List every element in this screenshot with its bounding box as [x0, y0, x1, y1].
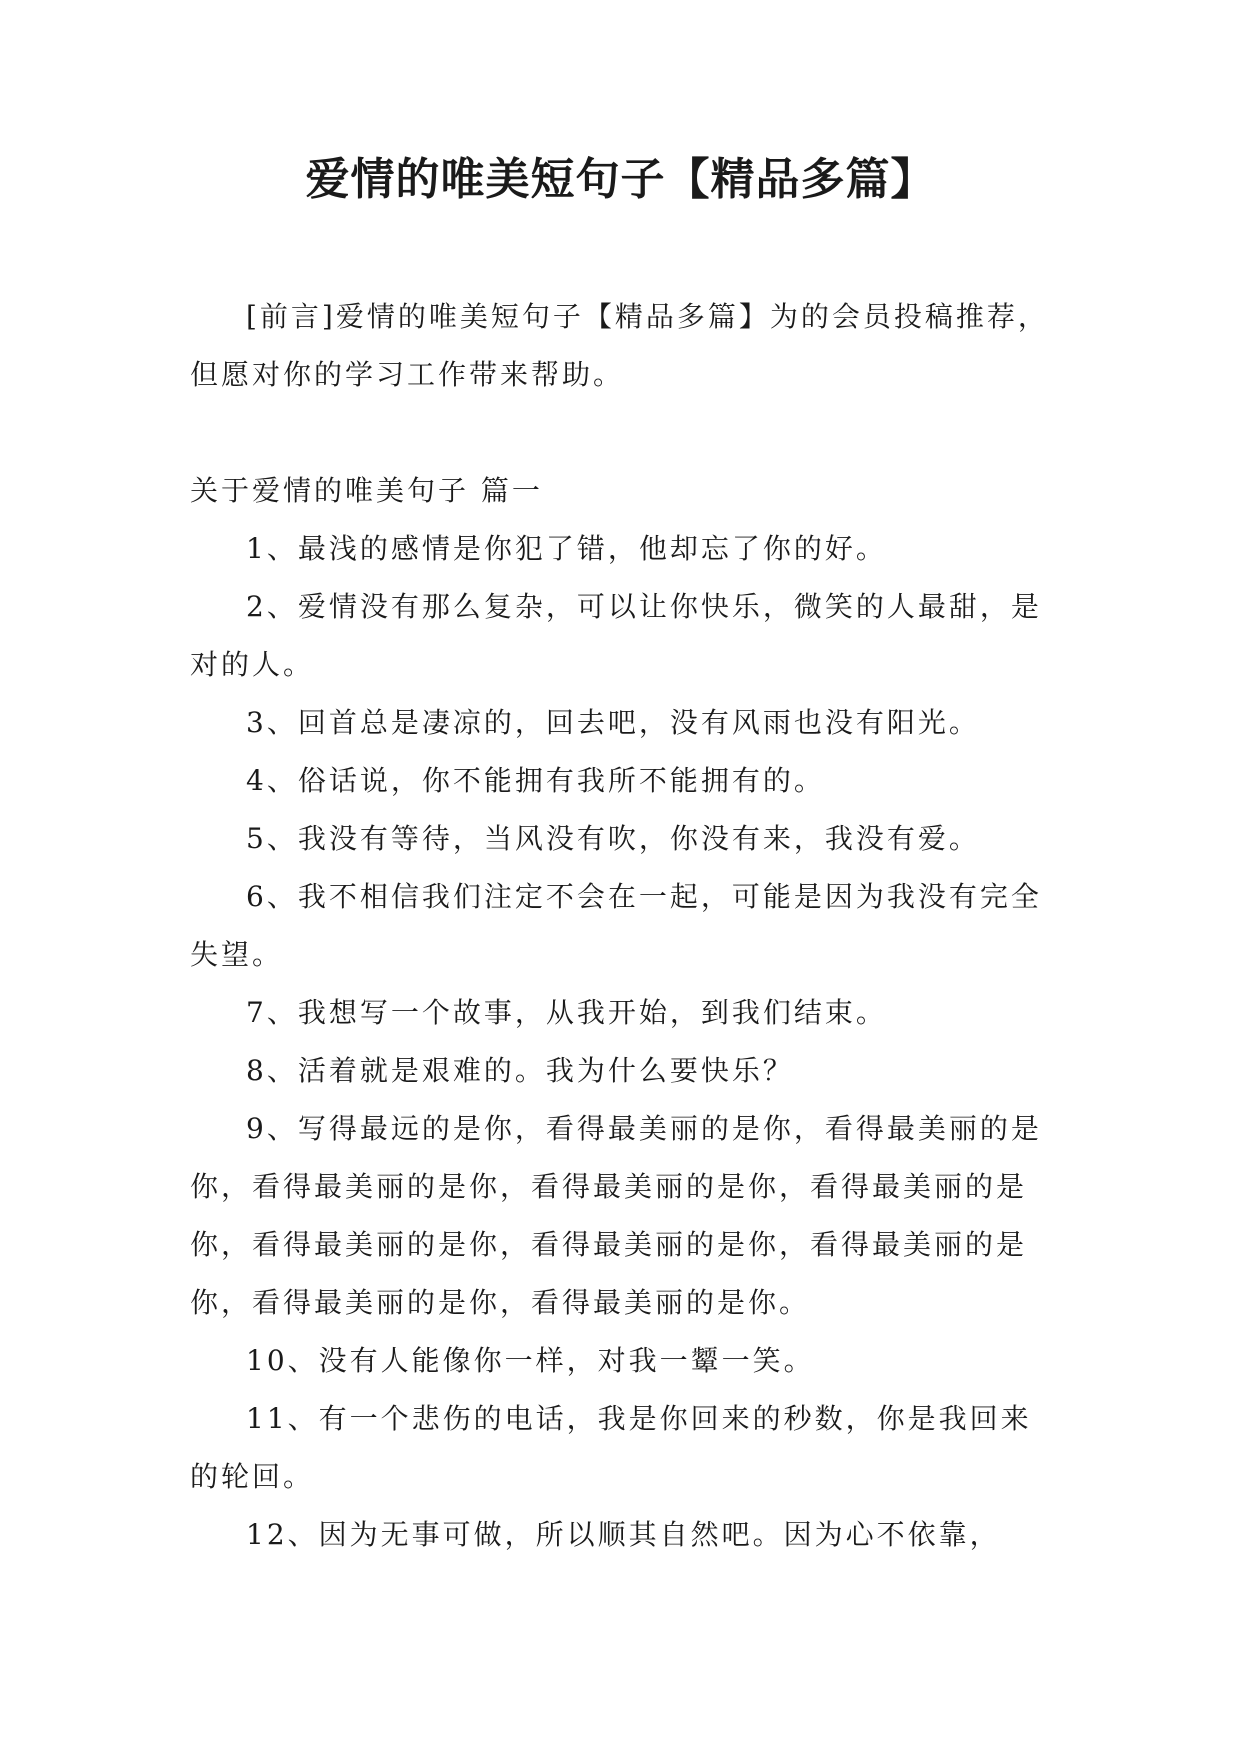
list-item: 7、我想写一个故事，从我开始，到我们结束。 [246, 996, 887, 1029]
list-item: 12、因为无事可做，所以顺其自然吧。因为心不依靠， [246, 1518, 1001, 1551]
paragraph-spacer [190, 404, 1058, 462]
list-item: 9、写得最远的是你，看得最美丽的是你，看得最美丽的是你，看得最美丽的是你，看得最美丽的是你，看得最美丽的是你，看得最美丽的是你，看得最美丽的是你，看得最美丽的是你，看得最美丽的是你，看得最美丽的是你。 [190, 1112, 1042, 1319]
list-item: 8、活着就是艰难的。我为什么要快乐？ [246, 1054, 794, 1087]
list-item: 2、爱情没有那么复杂，可以让你快乐，微笑的人最甜，是对的人。 [190, 590, 1042, 681]
list-item: 3、回首总是凄凉的，回去吧，没有风雨也没有阳光。 [246, 706, 980, 739]
list-item: 6、我不相信我们注定不会在一起，可能是因为我没有完全失望。 [190, 880, 1042, 971]
list-item: 11、有一个悲伤的电话，我是你回来的秒数，你是我回来的轮回。 [190, 1402, 1032, 1493]
list-item: 5、我没有等待，当风没有吹，你没有来，我没有爱。 [246, 822, 980, 855]
list-item: 10、没有人能像你一样，对我一颦一笑。 [246, 1344, 815, 1377]
document-title: 爱情的唯美短句子【精品多篇】 [305, 154, 936, 205]
preface-paragraph: [前言]爱情的唯美短句子【精品多篇】为的会员投稿推荐，但愿对你的学习工作带来帮助。 [190, 300, 1049, 391]
list-item: 1、最浅的感情是你犯了错，他却忘了你的好。 [246, 532, 887, 565]
section-heading: 关于爱情的唯美句子 篇一 [190, 474, 543, 507]
list-item: 4、俗话说，你不能拥有我所不能拥有的。 [246, 764, 825, 797]
document-body [190, 288, 1058, 1564]
